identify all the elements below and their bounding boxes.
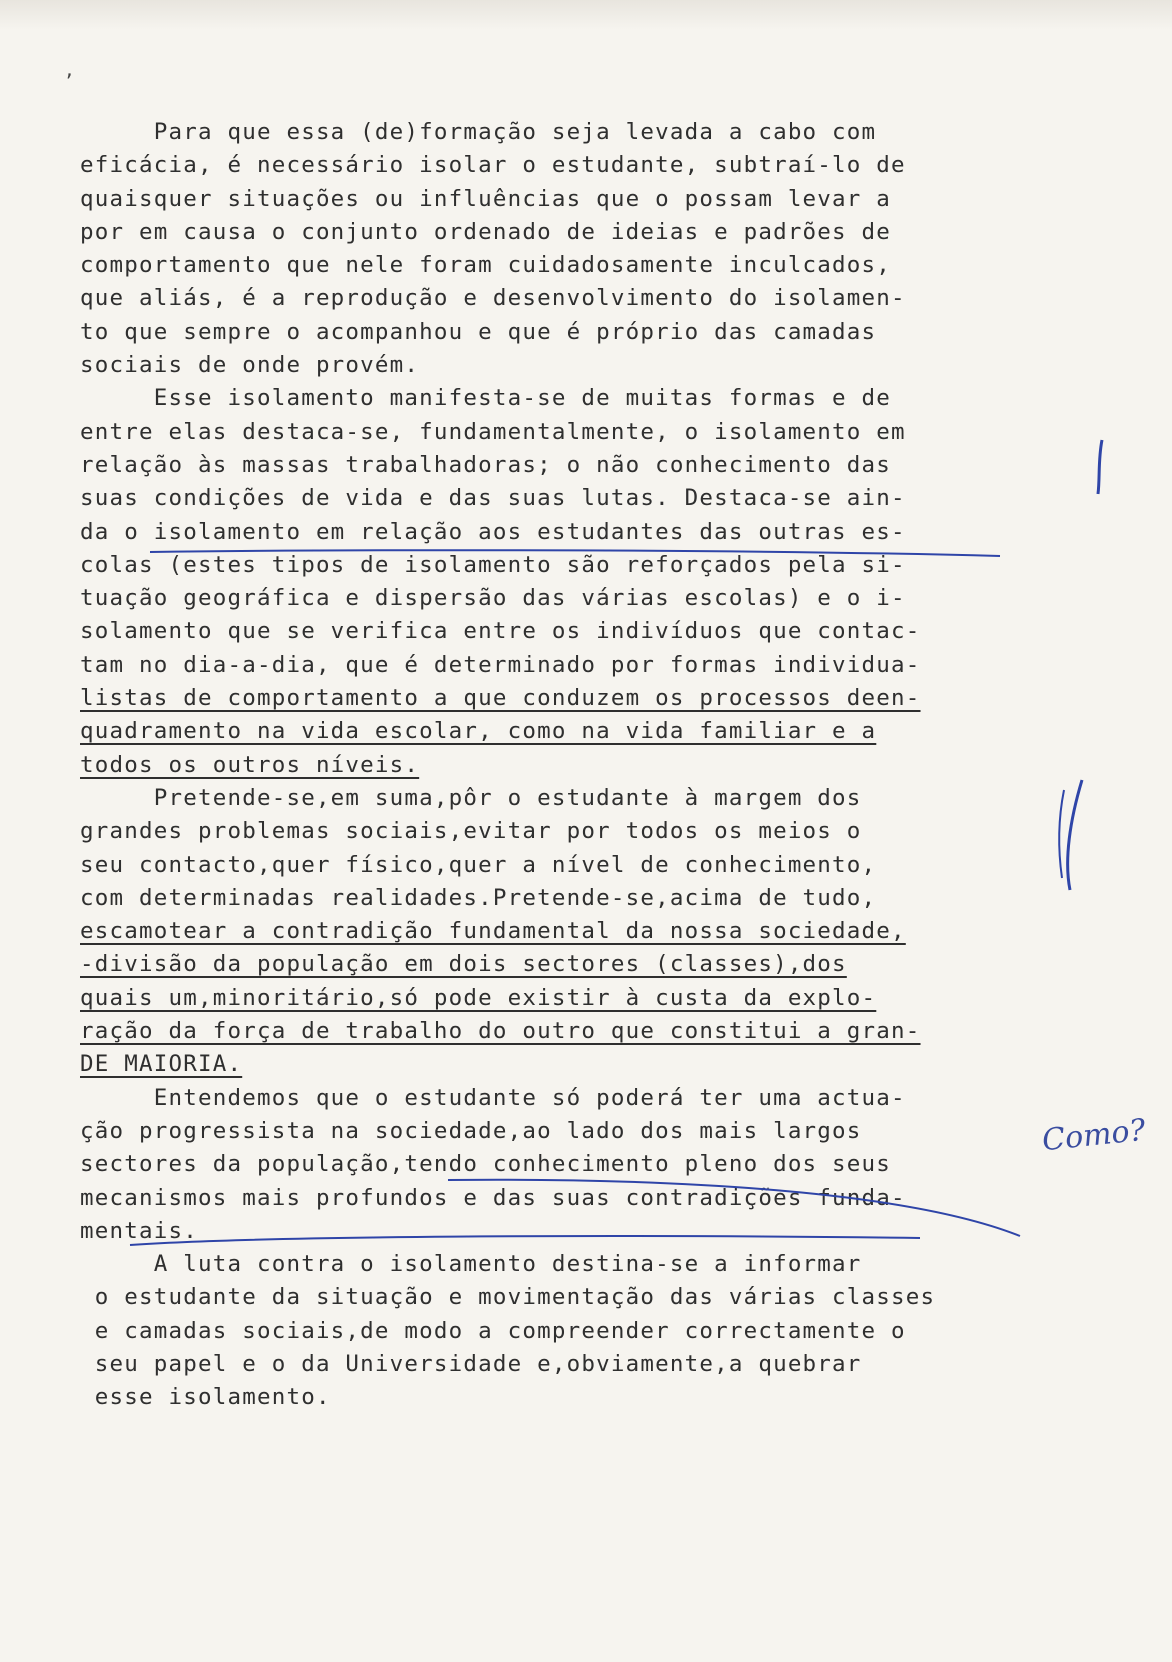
text-line: colas (estes tipos de isolamento são reforçados pela si- [80, 551, 906, 578]
text-line: Pretende-se,em suma,pôr o estudante à margem dos [80, 784, 862, 811]
text-line: tam no dia-a-dia, que é determinado por formas individua- [80, 651, 921, 678]
text-line: da o isolamento em relação aos estudantes das outras es- [80, 518, 906, 545]
text-line: quaisquer situações ou influências que o possam levar a [80, 185, 892, 212]
text-line: DE MAIORIA. [80, 1051, 243, 1078]
text-line: solamento que se verifica entre os indivíduos que contac- [80, 618, 921, 645]
text-line: sociais de onde provém. [80, 352, 420, 379]
text-line: mecanismos mais profundos e das suas contradições funda- [80, 1184, 906, 1211]
text-line: relação às massas trabalhadoras; o não conhecimento das [80, 451, 892, 478]
text-line: o estudante da situação e movimentação das várias classes [80, 1284, 936, 1311]
text-line: Esse isolamento manifesta-se de muitas formas e de [80, 385, 892, 412]
text-line: Para que essa (de)formação seja levada a cabo com [80, 119, 877, 145]
text-line: escamotear a contradição fundamental da nossa sociedade, [80, 918, 906, 945]
text-line: entre elas destaca-se, fundamentalmente, o isolamento em [80, 418, 906, 445]
text-line: A luta contra o isolamento destina-se a informar [80, 1251, 862, 1278]
text-line: ração da força de trabalho do outro que constitui a gran- [80, 1018, 921, 1045]
text-line: grandes problemas sociais,evitar por todos os meios o [80, 818, 862, 845]
text-line: quais um,minoritário,só pode existir à custa da explo- [80, 984, 877, 1011]
text-line: por em causa o conjunto ordenado de ideias e padrões de [80, 218, 892, 245]
text-line: to que sempre o acompanhou e que é próprio das camadas [80, 318, 877, 345]
text-line: com determinadas realidades.Pretende-se,acima de tudo, [80, 884, 877, 911]
text-line: que aliás, é a reprodução e desenvolvimento do isolamen- [80, 285, 906, 312]
text-line: seu contacto,quer físico,quer a nível de conhecimento, [80, 851, 877, 878]
text-line: listas de comportamento a que conduzem os processos deen- [80, 685, 921, 712]
text-line: todos os outros níveis. [80, 751, 420, 778]
text-line: esse isolamento. [80, 1384, 331, 1411]
text-line: sectores da população,tendo conhecimento pleno dos seus [80, 1151, 892, 1178]
text-line: mentais. [80, 1217, 198, 1244]
text-line: suas condições de vida e das suas lutas. Destaca-se ain- [80, 485, 906, 512]
typewritten-text [80, 116, 1100, 1415]
text-line: e camadas sociais,de modo a compreender correctamente o [80, 1317, 906, 1344]
text-line: seu papel e o da Universidade e,obviamente,a quebrar [80, 1350, 862, 1377]
text-line: -divisão da população em dois sectores (classes),dos [80, 951, 847, 978]
text-line: ção progressista na sociedade,ao lado dos mais largos [80, 1117, 862, 1144]
text-line: Entendemos que o estudante só poderá ter uma actua- [80, 1084, 906, 1111]
text-line: tuação geográfica e dispersão das várias escolas) e o i- [80, 585, 906, 612]
text-line: quadramento na vida escolar, como na vida familiar e a [80, 718, 877, 745]
margin-note: Como? [1040, 1112, 1148, 1159]
page-mark: , [64, 60, 75, 81]
text-line: eficácia, é necessário isolar o estudante, subtraí-lo de [80, 152, 906, 179]
text-line: comportamento que nele foram cuidadosamente inculcados, [80, 252, 892, 279]
